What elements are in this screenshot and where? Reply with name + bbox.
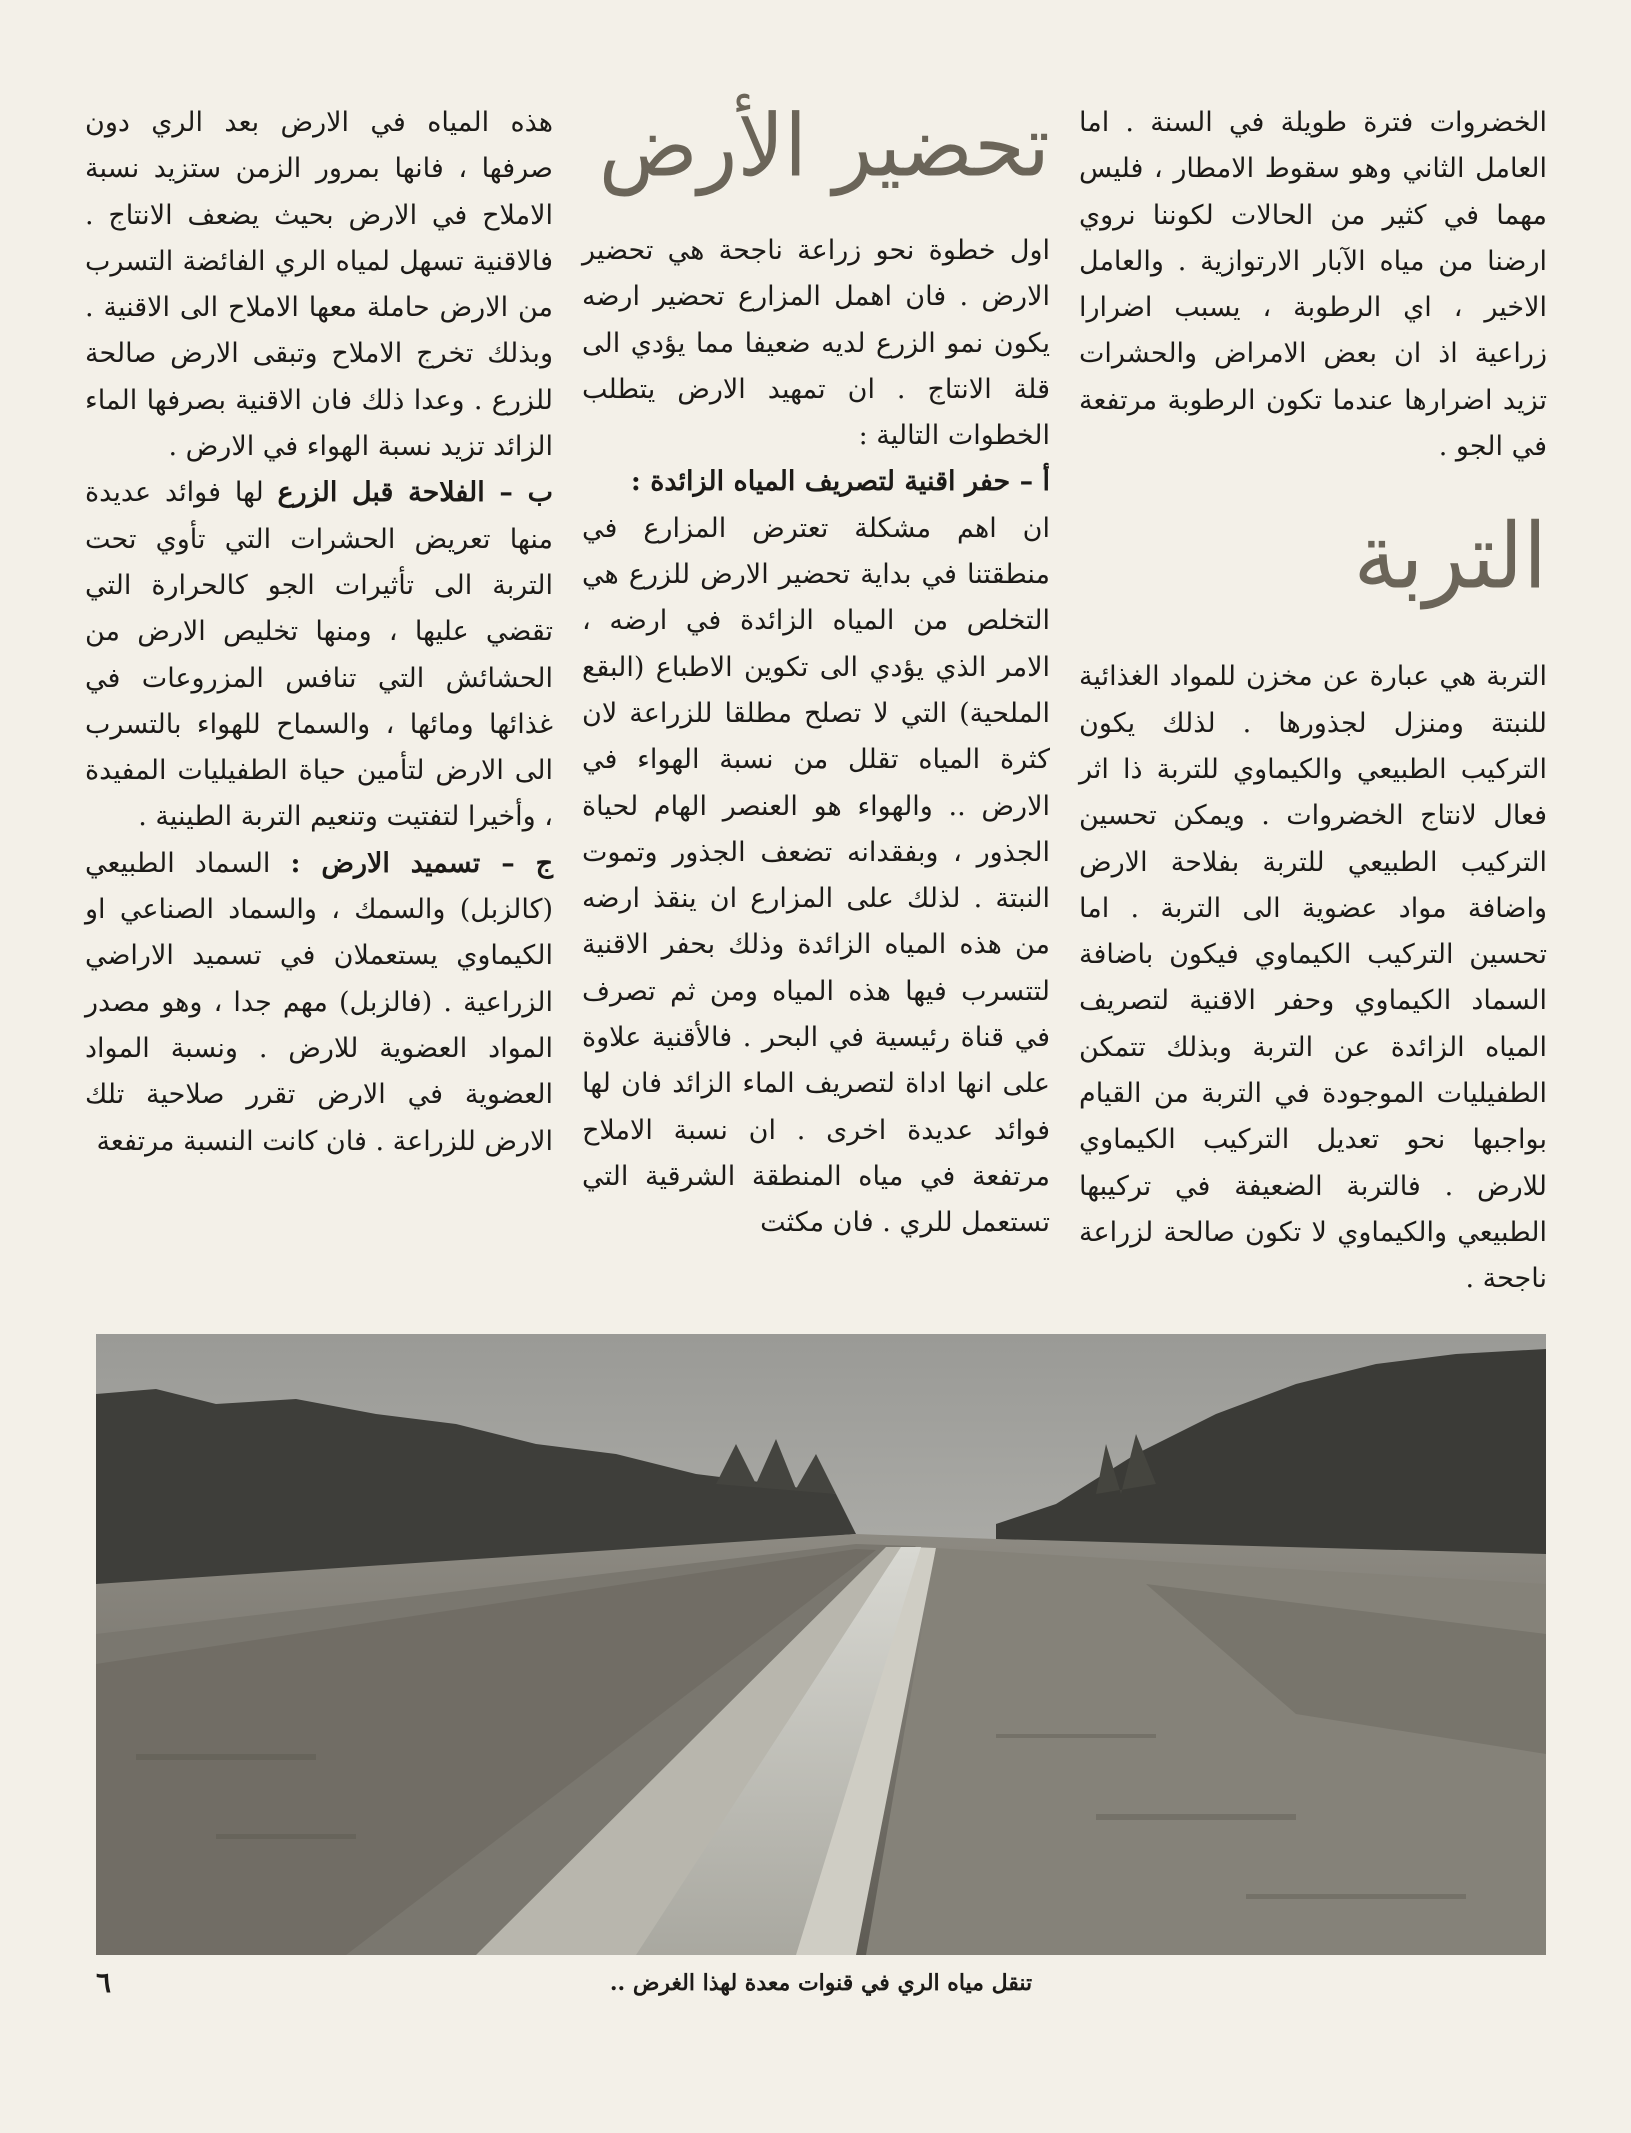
- subheading-drainage: أ – حفر اقنية لتصريف المياه الزائدة :: [630, 466, 1050, 498]
- plowing-text: لها فوائد عديدة منها تعريض الحشرات التي تأوي تحت التربة الى تأثيرات الجو كالحرارة التي تقضي عليها ، ومنها تخليص الارض من الحشائش التي تنافس المزروعات في غذائها ومائها ، والسماح للهواء بالتسرب الى الارض لتأمين حياة الطفيليات المفيدة ، وأخيرا لتفتيت وتنعيم التربة الطينية .: [85, 477, 553, 833]
- drainage-paragraph: ان اهم مشكلة تعترض المزارع في منطقتنا في بداية تحضير الارض للزرع هي التخلص من المياه الزائدة في ارضه ، الامر الذي يؤدي الى تكوين الاطباع (البقع الملحية) التي لا تصلح مطلقا للزراعة لان كثرة المياه تقلل من نسبة الهواء في الارض .. والهواء هو العنصر الهام لحياة الجذور ، وبفقدانه تضعف الجذور وتموت النبتة . لذلك على المزارع ان ينقذ ارضه من هذه المياه الزائدة وذلك بحفر الاقنية لتتسرب فيها هذه المياه ومن ثم تصرف في قناة رئيسية في البحر . فالأقنية علاوة على انها اداة لتصريف الماء الزائد فان لها فوائد عديدة اخرى . ان نسبة الاملاح مرتفعة في مياه المنطقة الشرقية التي تستعمل للري . فان مكثت: [582, 512, 1050, 1239]
- salinity-paragraph: هذه المياه في الارض بعد الري دون صرفها ، فانها بمرور الزمن ستزيد نسبة الاملاح في الارض بحيث يضعف الانتاج . فالاقنية تسهل لمياه الري الفائضة التسرب من الارض حاملة معها الاملاح الى الاقنية . وبذلك تخرج الاملاح وتبقى الارض صالحة للزرع . وعدا ذلك فان الاقنية بصرفها الماء الزائد تزيد نسبة الهواء في الارض .: [85, 107, 553, 463]
- middle-column: [582, 96, 1050, 1300]
- land-preparation-heading: تحضير الأرض: [598, 96, 1050, 197]
- land-preparation-paragraph: اول خطوة نحو زراعة ناجحة هي تحضير الارض . فان اهمل المزارع تحضير ارضه يكون نمو الزرع لديه ضعيفا مما يؤدي الى قلة الانتاج . ان تمهيد الارض يتطلب الخطوات التالية :: [582, 235, 1050, 452]
- subheading-fertilizing: ج – تسميد الارض :: [290, 847, 554, 879]
- soil-paragraph: التربة هي عبارة عن مخزن للمواد الغذائية للنبتة ومنزل لجذورها . لذلك يكون التركيب الطبيعي والكيماوي للتربة ذا اثر فعال لانتاج الخضروات . ويمكن تحسين التركيب الطبيعي للتربة بفلاحة الارض واضافة مواد عضوية الى التربة . اما تحسين التركيب الكيماوي فيكون باضافة السماد الكيماوي وحفر الاقنية لتصريف المياه الزائدة عن التربة وبذلك تتمكن الطفيليات الموجودة في التربة من القيام بواجبها نحو تعديل التركيب الكيماوي للارض . فالتربة الضعيفة في تركيبها الطبيعي والكيماوي لا تكون صالحة لزراعة ناجحة .: [1079, 661, 1547, 1295]
- intro-paragraph: الخضروات فترة طويلة في السنة . اما العامل الثاني وهو سقوط الامطار ، فليس مهما في كثير من الحالات لكوننا نروي ارضنا من مياه الآبار الارتوازية . والعامل الاخير ، اي الرطوبة ، يسبب اضرارا زراعية اذ ان بعض الامراض والحشرات تزيد اضرارها عندما تكون الرطوبة مرتفعة في الجو .: [1079, 107, 1547, 463]
- left-column: [85, 100, 553, 1300]
- right-column: [1079, 100, 1547, 1300]
- soil-heading: التربة: [1353, 504, 1547, 610]
- irrigation-canal-photo: [96, 1334, 1546, 1955]
- subheading-plowing: ب – الفلاحة قبل الزرع: [277, 477, 553, 509]
- fertilizing-paragraph: [85, 841, 553, 1165]
- plowing-paragraph: [85, 470, 553, 840]
- page-number: ٦: [96, 1966, 112, 1999]
- fertilizing-text: السماد الطبيعي (كالزبل) والسمك ، والسماد الصناعي او الكيماوي يستعملان في تسميد الاراضي الزراعية . (فالزبل) مهم جدا ، وهو مصدر المواد العضوية للارض . ونسبة المواد العضوية في الارض تقرر صلاحية تلك الارض للزراعة . فان كانت النسبة مرتفعة: [85, 847, 553, 1157]
- canal-photo-illustration: [96, 1334, 1546, 1955]
- photo-caption: تنقل مياه الري في قنوات معدة لهذا الغرض ..: [609, 1970, 1033, 1996]
